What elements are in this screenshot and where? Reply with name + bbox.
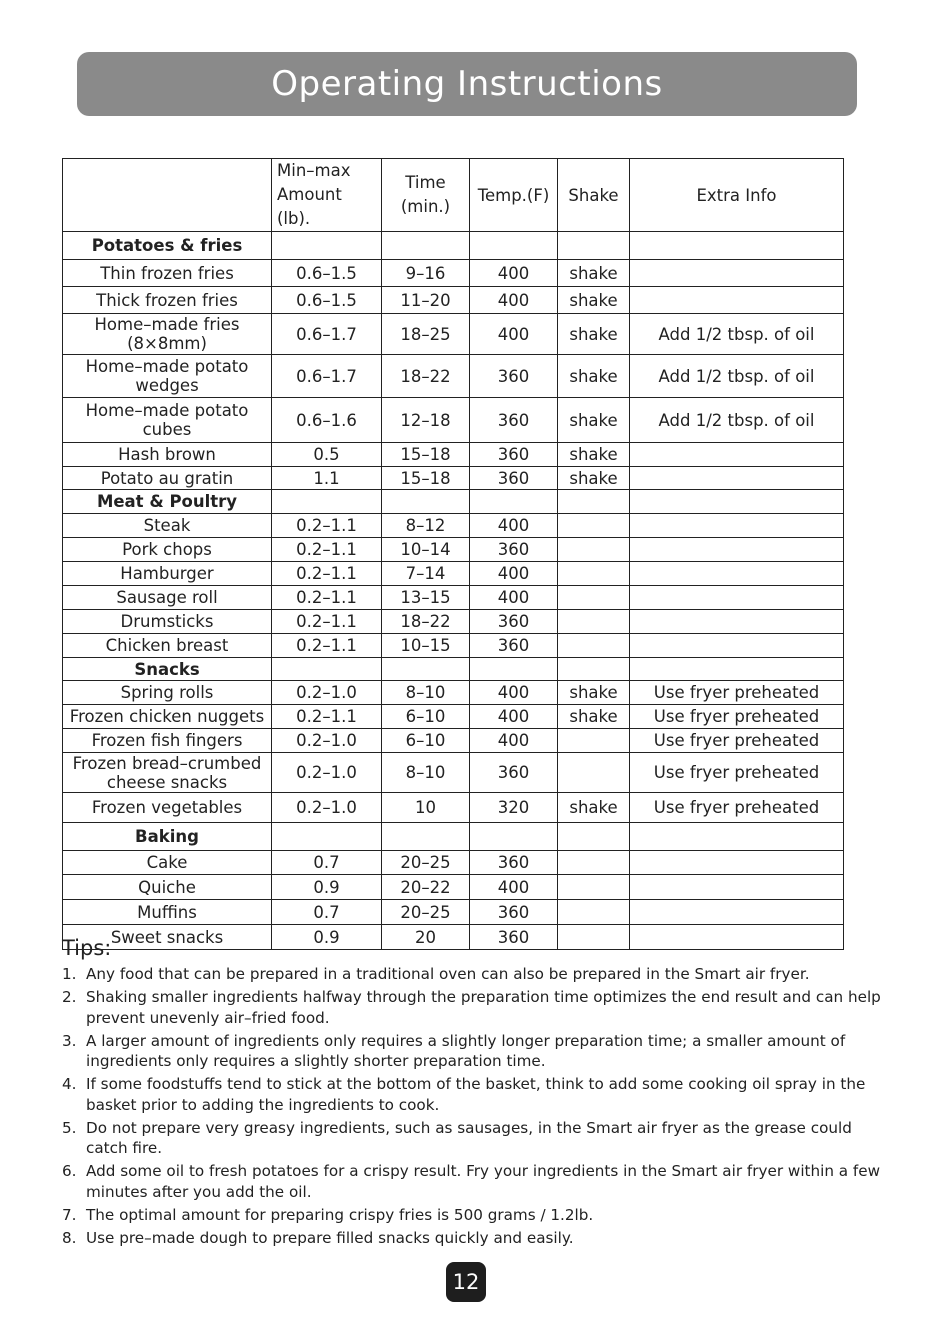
shake-cell bbox=[558, 490, 630, 514]
time-cell: 18–25 bbox=[382, 314, 470, 355]
tip-text: The optimal amount for preparing crispy fries is 500 grams / 1.2lb. bbox=[86, 1205, 594, 1224]
temp-cell: 320 bbox=[470, 793, 558, 823]
amount-cell: 0.6–1.5 bbox=[272, 260, 382, 287]
extra-info-cell: Add 1/2 tbsp. of oil bbox=[630, 355, 844, 398]
food-cell: Frozen fish fingers bbox=[63, 729, 272, 753]
category-row bbox=[63, 232, 844, 260]
extra-info-cell bbox=[630, 634, 844, 658]
amount-cell: 1.1 bbox=[272, 467, 382, 490]
table-row bbox=[63, 900, 844, 925]
time-cell: 20–25 bbox=[382, 900, 470, 925]
extra-info-cell bbox=[630, 823, 844, 851]
amount-cell bbox=[272, 658, 382, 681]
food-cell: Pork chops bbox=[63, 538, 272, 562]
section-header bbox=[77, 52, 857, 116]
extra-info-cell bbox=[630, 260, 844, 287]
shake-cell bbox=[558, 586, 630, 610]
shake-cell bbox=[558, 634, 630, 658]
shake-cell: shake bbox=[558, 705, 630, 729]
shake-cell bbox=[558, 232, 630, 260]
tip-text: Add some oil to fresh potatoes for a crispy result. Fry your ingredients in the Smart air fryer within a few minutes after you add the oil. bbox=[86, 1162, 881, 1201]
time-cell: 11–20 bbox=[382, 287, 470, 314]
temp-cell: 400 bbox=[470, 729, 558, 753]
time-cell: 15–18 bbox=[382, 443, 470, 467]
table-row bbox=[63, 538, 844, 562]
shake-cell bbox=[558, 851, 630, 875]
time-cell: 12–18 bbox=[382, 398, 470, 443]
time-cell: 10 bbox=[382, 793, 470, 823]
temp-cell: 400 bbox=[470, 705, 558, 729]
extra-info-cell: Use fryer preheated bbox=[630, 729, 844, 753]
table-row bbox=[63, 398, 844, 443]
shake-cell bbox=[558, 538, 630, 562]
table-row bbox=[63, 314, 844, 355]
tips-heading: Tips: bbox=[62, 936, 112, 960]
tip-number: 6. bbox=[62, 1162, 77, 1180]
extra-info-cell bbox=[630, 287, 844, 314]
extra-info-cell bbox=[630, 925, 844, 950]
shake-cell: shake bbox=[558, 467, 630, 490]
time-cell bbox=[382, 823, 470, 851]
tip-text: If some foodstuffs tend to stick at the bottom of the basket, think to add some cooking oil spray in the basket prior to adding the ingredients to cook. bbox=[86, 1075, 866, 1114]
tip-number: 5. bbox=[62, 1118, 77, 1137]
time-cell: 20–25 bbox=[382, 851, 470, 875]
shake-cell: shake bbox=[558, 793, 630, 823]
temp-cell: 360 bbox=[470, 538, 558, 562]
time-cell: 13–15 bbox=[382, 586, 470, 610]
table-row bbox=[63, 851, 844, 875]
time-cell bbox=[382, 490, 470, 514]
extra-info-cell bbox=[630, 443, 844, 467]
tip-item bbox=[62, 1118, 882, 1159]
time-cell: 7–14 bbox=[382, 562, 470, 586]
temp-cell: 360 bbox=[470, 398, 558, 443]
temp-cell: 360 bbox=[470, 610, 558, 634]
amount-cell bbox=[272, 232, 382, 260]
food-cell: Cake bbox=[63, 851, 272, 875]
amount-cell: 0.2–1.1 bbox=[272, 562, 382, 586]
shake-cell: shake bbox=[558, 398, 630, 443]
extra-info-cell bbox=[630, 851, 844, 875]
temp-cell: 360 bbox=[470, 900, 558, 925]
table-row bbox=[63, 610, 844, 634]
time-cell: 8–10 bbox=[382, 681, 470, 705]
tip-text: Shaking smaller ingredients halfway through the preparation time optimizes the end result and can help prevent unevenly air–fried food. bbox=[86, 988, 881, 1027]
food-cell: Quiche bbox=[63, 875, 272, 900]
tip-item bbox=[62, 1031, 882, 1072]
food-cell: Hamburger bbox=[63, 562, 272, 586]
category-row bbox=[63, 823, 844, 851]
extra-info-cell: Use fryer preheated bbox=[630, 681, 844, 705]
tip-number: 7. bbox=[62, 1205, 77, 1224]
table-row bbox=[63, 514, 844, 538]
food-cell: Meat & Poultry bbox=[63, 490, 272, 514]
food-cell: Frozen chicken nuggets bbox=[63, 705, 272, 729]
column-header-temp: Temp.(F) bbox=[470, 159, 558, 232]
column-header-time: Time (min.) bbox=[382, 159, 470, 232]
shake-cell bbox=[558, 753, 630, 793]
amount-cell: 0.2–1.0 bbox=[272, 753, 382, 793]
column-header-food bbox=[63, 159, 272, 232]
food-cell: Snacks bbox=[63, 658, 272, 681]
extra-info-cell bbox=[630, 514, 844, 538]
temp-cell: 360 bbox=[470, 925, 558, 950]
category-row bbox=[63, 490, 844, 514]
tip-text: A larger amount of ingredients only requires a slightly longer preparation time; a smaller amount of ingredients only requires a slightly shorter preparation time. bbox=[86, 1031, 846, 1070]
amount-cell: 0.6–1.6 bbox=[272, 398, 382, 443]
shake-cell bbox=[558, 729, 630, 753]
time-cell: 10–15 bbox=[382, 634, 470, 658]
shake-cell bbox=[558, 514, 630, 538]
tip-number: 2. bbox=[62, 988, 77, 1006]
temp-cell bbox=[470, 823, 558, 851]
tips-list bbox=[62, 964, 882, 1251]
time-cell: 20 bbox=[382, 925, 470, 950]
food-cell: Frozen vegetables bbox=[63, 793, 272, 823]
time-cell: 20–22 bbox=[382, 875, 470, 900]
table-row bbox=[63, 753, 844, 793]
tip-item bbox=[62, 964, 882, 985]
temp-cell: 400 bbox=[470, 514, 558, 538]
food-cell: Home–made potato cubes bbox=[63, 398, 272, 443]
table-row bbox=[63, 467, 844, 490]
time-cell: 8–12 bbox=[382, 514, 470, 538]
temp-cell: 400 bbox=[470, 681, 558, 705]
amount-cell: 0.2–1.0 bbox=[272, 681, 382, 705]
temp-cell: 400 bbox=[470, 875, 558, 900]
page-number: 12 bbox=[446, 1262, 486, 1302]
amount-cell bbox=[272, 823, 382, 851]
temp-cell: 400 bbox=[470, 586, 558, 610]
table-row bbox=[63, 634, 844, 658]
shake-cell bbox=[558, 562, 630, 586]
amount-cell: 0.7 bbox=[272, 851, 382, 875]
extra-info-cell: Use fryer preheated bbox=[630, 753, 844, 793]
table-row bbox=[63, 793, 844, 823]
food-cell: Sweet snacks bbox=[63, 925, 272, 950]
time-cell: 8–10 bbox=[382, 753, 470, 793]
time-cell: 15–18 bbox=[382, 467, 470, 490]
table-row bbox=[63, 875, 844, 900]
table-header-row bbox=[63, 159, 844, 232]
shake-cell bbox=[558, 900, 630, 925]
amount-cell: 0.6–1.7 bbox=[272, 314, 382, 355]
shake-cell: shake bbox=[558, 314, 630, 355]
temp-cell: 400 bbox=[470, 562, 558, 586]
temp-cell: 360 bbox=[470, 851, 558, 875]
column-header-extra-info: Extra Info bbox=[630, 159, 844, 232]
shake-cell bbox=[558, 658, 630, 681]
amount-cell: 0.6–1.7 bbox=[272, 355, 382, 398]
tip-number: 3. bbox=[62, 1031, 77, 1050]
tip-item bbox=[62, 1161, 882, 1202]
amount-cell: 0.6–1.5 bbox=[272, 287, 382, 314]
amount-cell: 0.2–1.1 bbox=[272, 514, 382, 538]
food-cell: Sausage roll bbox=[63, 586, 272, 610]
extra-info-cell: Use fryer preheated bbox=[630, 793, 844, 823]
table-row bbox=[63, 705, 844, 729]
temp-cell bbox=[470, 232, 558, 260]
food-cell: Steak bbox=[63, 514, 272, 538]
extra-info-cell: Add 1/2 tbsp. of oil bbox=[630, 314, 844, 355]
extra-info-cell bbox=[630, 538, 844, 562]
temp-cell: 400 bbox=[470, 260, 558, 287]
extra-info-cell bbox=[630, 900, 844, 925]
tip-number: 1. bbox=[62, 965, 77, 983]
extra-info-cell bbox=[630, 875, 844, 900]
food-cell: Potatoes & fries bbox=[63, 232, 272, 260]
tip-text: Use pre–made dough to prepare filled snacks quickly and easily. bbox=[86, 1228, 574, 1247]
tip-text: Do not prepare very greasy ingredients, such as sausages, in the Smart air fryer as the grease could catch fire. bbox=[86, 1118, 852, 1157]
time-cell bbox=[382, 232, 470, 260]
food-cell: Home–made fries (8×8mm) bbox=[63, 314, 272, 355]
extra-info-cell bbox=[630, 658, 844, 681]
time-cell: 9–16 bbox=[382, 260, 470, 287]
temp-cell: 360 bbox=[470, 753, 558, 793]
food-cell: Chicken breast bbox=[63, 634, 272, 658]
tip-number: 8. bbox=[62, 1228, 77, 1247]
time-cell: 18–22 bbox=[382, 610, 470, 634]
amount-cell: 0.9 bbox=[272, 875, 382, 900]
extra-info-cell bbox=[630, 232, 844, 260]
food-cell: Drumsticks bbox=[63, 610, 272, 634]
extra-info-cell bbox=[630, 490, 844, 514]
table-row bbox=[63, 925, 844, 950]
table-row bbox=[63, 287, 844, 314]
table-row bbox=[63, 562, 844, 586]
shake-cell bbox=[558, 610, 630, 634]
table-row bbox=[63, 443, 844, 467]
temp-cell: 360 bbox=[470, 443, 558, 467]
temp-cell: 360 bbox=[470, 634, 558, 658]
temp-cell bbox=[470, 658, 558, 681]
tip-text: Any food that can be prepared in a traditional oven can also be prepared in the Smart air fryer. bbox=[86, 965, 810, 983]
food-cell: Hash brown bbox=[63, 443, 272, 467]
extra-info-cell bbox=[630, 610, 844, 634]
food-cell: Thick frozen fries bbox=[63, 287, 272, 314]
table-row bbox=[63, 355, 844, 398]
amount-cell: 0.2–1.0 bbox=[272, 729, 382, 753]
extra-info-cell: Use fryer preheated bbox=[630, 705, 844, 729]
table-row bbox=[63, 729, 844, 753]
food-cell: Thin frozen fries bbox=[63, 260, 272, 287]
amount-cell: 0.2–1.1 bbox=[272, 610, 382, 634]
food-cell: Baking bbox=[63, 823, 272, 851]
category-row bbox=[63, 658, 844, 681]
column-header-shake: Shake bbox=[558, 159, 630, 232]
shake-cell: shake bbox=[558, 287, 630, 314]
amount-cell: 0.2–1.0 bbox=[272, 793, 382, 823]
food-cell: Potato au gratin bbox=[63, 467, 272, 490]
temp-cell: 400 bbox=[470, 314, 558, 355]
shake-cell: shake bbox=[558, 260, 630, 287]
food-cell: Spring rolls bbox=[63, 681, 272, 705]
temp-cell: 360 bbox=[470, 355, 558, 398]
time-cell: 18–22 bbox=[382, 355, 470, 398]
table-row bbox=[63, 681, 844, 705]
tip-number: 4. bbox=[62, 1075, 77, 1093]
amount-cell: 0.2–1.1 bbox=[272, 705, 382, 729]
temp-cell bbox=[470, 490, 558, 514]
time-cell: 10–14 bbox=[382, 538, 470, 562]
shake-cell bbox=[558, 925, 630, 950]
temp-cell: 400 bbox=[470, 287, 558, 314]
shake-cell bbox=[558, 875, 630, 900]
food-cell: Muffins bbox=[63, 900, 272, 925]
amount-cell: 0.2–1.1 bbox=[272, 586, 382, 610]
time-cell bbox=[382, 658, 470, 681]
shake-cell: shake bbox=[558, 681, 630, 705]
time-cell: 6–10 bbox=[382, 729, 470, 753]
food-cell: Frozen bread–crumbed cheese snacks bbox=[63, 753, 272, 793]
food-cell: Home–made potato wedges bbox=[63, 355, 272, 398]
column-header-amount: Min–max Amount (lb). bbox=[272, 159, 382, 232]
extra-info-cell bbox=[630, 562, 844, 586]
shake-cell: shake bbox=[558, 443, 630, 467]
page-title: Operating Instructions bbox=[271, 64, 663, 104]
table-row bbox=[63, 586, 844, 610]
shake-cell: shake bbox=[558, 355, 630, 398]
extra-info-cell bbox=[630, 467, 844, 490]
amount-cell: 0.7 bbox=[272, 900, 382, 925]
cooking-table bbox=[62, 158, 844, 950]
amount-cell: 0.9 bbox=[272, 925, 382, 950]
tip-item bbox=[62, 1205, 882, 1226]
tip-item bbox=[62, 1228, 882, 1249]
shake-cell bbox=[558, 823, 630, 851]
table-row bbox=[63, 260, 844, 287]
amount-cell: 0.5 bbox=[272, 443, 382, 467]
amount-cell: 0.2–1.1 bbox=[272, 634, 382, 658]
temp-cell: 360 bbox=[470, 467, 558, 490]
amount-cell bbox=[272, 490, 382, 514]
extra-info-cell: Add 1/2 tbsp. of oil bbox=[630, 398, 844, 443]
amount-cell: 0.2–1.1 bbox=[272, 538, 382, 562]
tip-item bbox=[62, 1074, 882, 1115]
extra-info-cell bbox=[630, 586, 844, 610]
time-cell: 6–10 bbox=[382, 705, 470, 729]
tip-item bbox=[62, 987, 882, 1028]
